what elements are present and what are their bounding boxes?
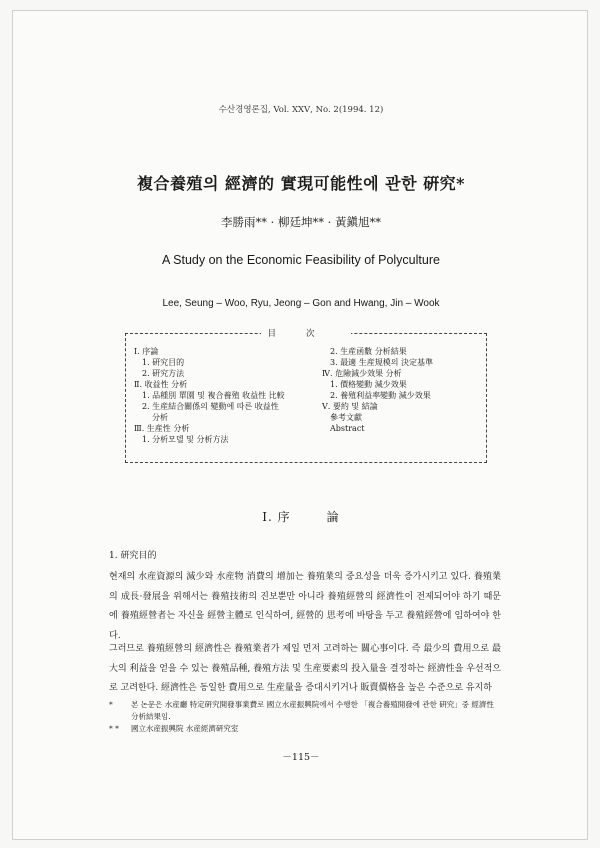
toc-item: Ⅴ. 要約 및 結論 bbox=[322, 402, 378, 411]
toc-item: 1. 硏究目的 bbox=[142, 358, 185, 367]
toc-heading: 目次 bbox=[126, 327, 486, 339]
toc-item: 分析 bbox=[152, 413, 168, 422]
toc-left-column bbox=[134, 346, 319, 445]
toc-item: 2. 生産結合關係의 變動에 따른 收益性 bbox=[142, 402, 279, 411]
toc-item: 2. 生産函數 分析結果 bbox=[330, 347, 407, 356]
journal-citation: 수산경영론집, Vol. ⅩⅩⅤ, No. 2(1994. 12) bbox=[218, 105, 384, 115]
page-number: －115－ bbox=[282, 752, 320, 763]
toc-item: Ⅲ. 生産性 分析 bbox=[134, 424, 190, 433]
paragraph: 그러므로 養殖經營의 經濟性은 養殖業者가 제일 먼저 고려하는 關心事이다. 즉 最少의 費用으로 最大의 利益을 얻을 수 있는 養殖品種, 養殖方法 및 生産要素의 投入量을 결정하는 經濟性을 우선적으로 고려한다. 經濟性은 동일한 費用으로 生産量을 증대시키거나 販賣價格을 높은 수준으로 유지하 bbox=[109, 644, 501, 693]
toc-item: 參考文獻 bbox=[330, 413, 362, 422]
korean-authors: 李勝雨** · 柳廷坤** · 黃鎭旭** bbox=[221, 215, 381, 229]
paragraph: 현재의 水産資源의 減少와 水産物 消費의 增加는 養殖業의 중요성을 더욱 증가시키고 있다. 養殖業의 成長·發展을 위해서는 養殖技術의 진보뿐만 아니라 養殖經營의 經濟性이 전제되어야 하기 때문에 養殖經營者는 자신을 經營主體로 인식하여, 經營的 思考에 바탕을 두고 養殖經營에 임하여야 한다. bbox=[109, 572, 501, 641]
toc-item: 1. 品種別 單園 및 複合養殖 收益性 比較 bbox=[142, 391, 285, 400]
document-page bbox=[12, 10, 588, 840]
table-of-contents bbox=[125, 329, 487, 463]
toc-item: Abstract bbox=[330, 424, 365, 433]
toc-item: 1. 價格變動 減少效果 bbox=[330, 380, 407, 389]
section-heading: Ⅰ. 序 論 bbox=[262, 510, 340, 524]
footnote: * * 國立水産振興院 水産經濟硏究室 bbox=[109, 724, 239, 733]
footnote: * 본 논문은 水産廳 特定硏究開發事業費로 國立水産振興院에서 수행한 「複合養殖開發에 관한 硏究」중 經濟性 分析結果임. bbox=[109, 700, 494, 721]
toc-item: Ⅱ. 收益性 分析 bbox=[134, 380, 188, 389]
toc-item: 2. 養殖利益率變動 減少效果 bbox=[330, 391, 431, 400]
korean-title: 複合養殖의 經濟的 實現可能性에 관한 硏究* bbox=[137, 174, 465, 193]
english-title: A Study on the Economic Feasibility of Polyculture bbox=[162, 253, 440, 267]
subsection-heading: 1. 硏究目的 bbox=[109, 551, 157, 561]
toc-item: 2. 硏究方法 bbox=[142, 369, 185, 378]
english-authors: Lee, Seung – Woo, Ryu, Jeong – Gon and Hwang, Jin – Wook bbox=[162, 298, 440, 309]
toc-item: Ⅳ. 危險減少效果 分析 bbox=[322, 369, 402, 378]
toc-item: 3. 最適 生産規模의 決定基準 bbox=[330, 358, 433, 367]
toc-right-column bbox=[322, 346, 482, 434]
toc-item: 1. 分析모델 및 分析方法 bbox=[142, 435, 229, 444]
toc-item: Ⅰ. 序論 bbox=[134, 347, 159, 356]
